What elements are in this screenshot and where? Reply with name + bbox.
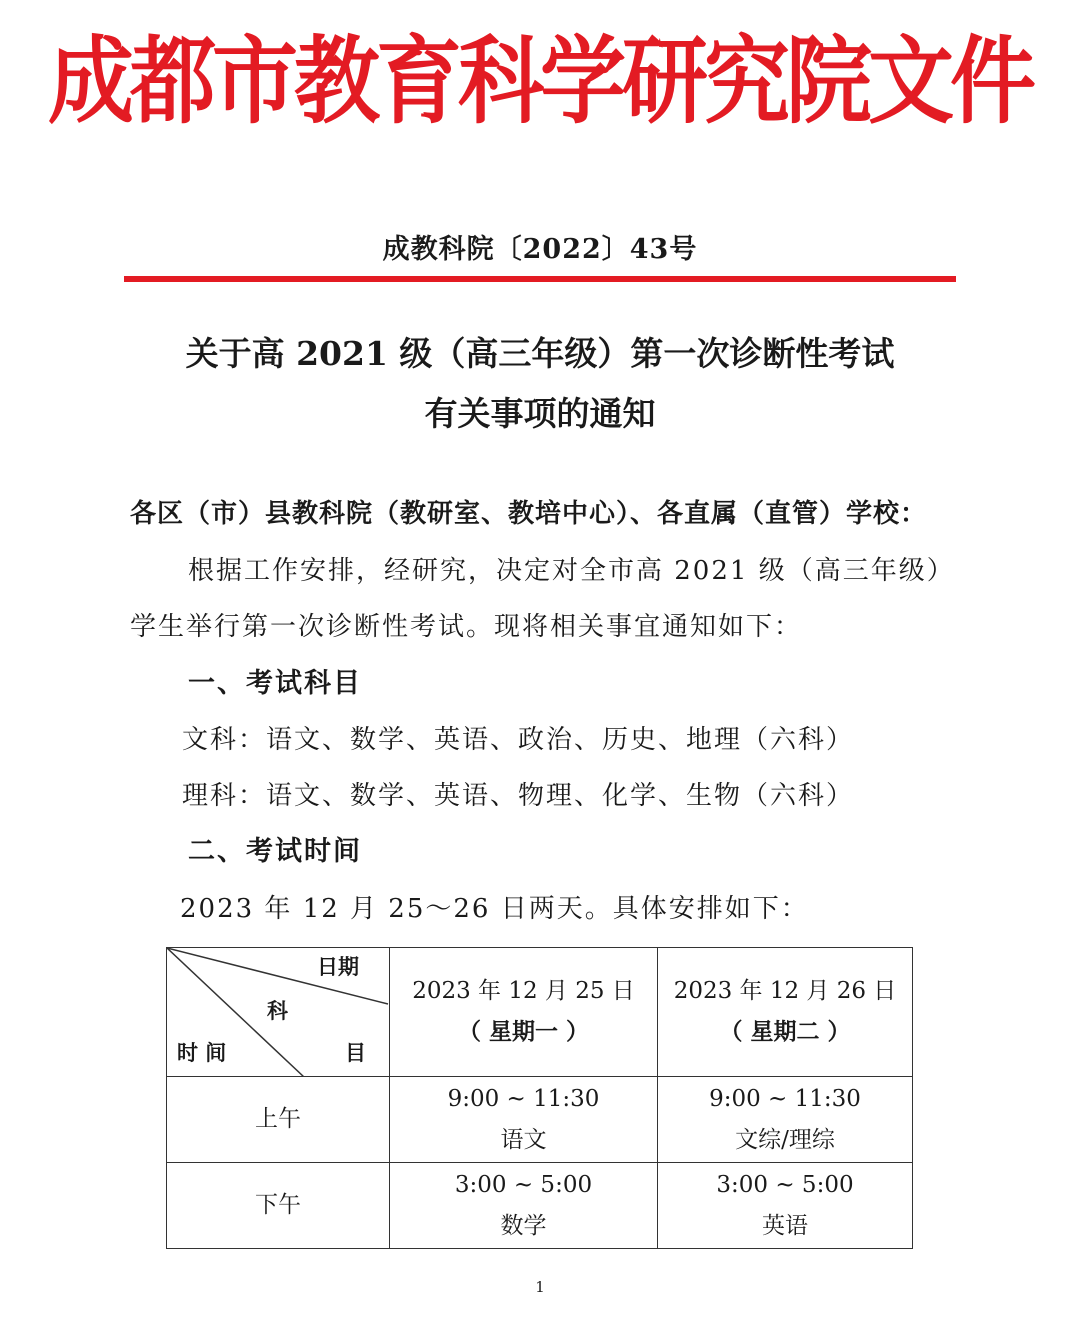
table-header-row: [167, 948, 913, 1077]
corner-label-subject-top: 科: [267, 999, 288, 1023]
column-weekday-day-1: （ 星期一 ）: [457, 1019, 589, 1045]
period-afternoon: 下午: [167, 1163, 390, 1249]
section-1-heading: 一、考试科目: [188, 668, 362, 699]
schedule-cell: [658, 1077, 913, 1163]
document-masthead: 成都市教育科学研究院文件: [48, 27, 1032, 137]
section-2-heading: 二、考试时间: [188, 836, 362, 867]
column-weekday-day-2: （ 星期二 ）: [719, 1019, 851, 1045]
column-header-day-1: [390, 948, 658, 1077]
cell-subject: 数学: [500, 1212, 547, 1239]
notice-title-line-2: 有关事项的通知: [424, 394, 656, 433]
intro-line-2: 学生举行第一次诊断性考试。现将相关事宜通知如下：: [130, 612, 803, 642]
diagonal-header-cell: [167, 948, 390, 1077]
column-header-day-2: [658, 948, 913, 1077]
cell-subject: 英语: [762, 1212, 808, 1239]
table-row: [167, 1077, 913, 1163]
cell-time: 9:00 ~ 11:30: [709, 1085, 861, 1112]
column-date-day-2: 2023 年 12 月 26 日: [673, 978, 897, 1004]
schedule-cell: [658, 1163, 913, 1249]
exam-date-text: 2023 年 12 月 25～26 日两天。具体安排如下：: [180, 894, 809, 924]
science-subjects: 理科：语文、数学、英语、物理、化学、生物（六科）: [182, 781, 855, 811]
intro-line-1: 根据工作安排，经研究，决定对全市高 2021 级（高三年级）: [188, 556, 955, 586]
red-divider-line: [124, 276, 956, 282]
period-morning: 上午: [167, 1077, 390, 1163]
schedule-cell: [390, 1077, 658, 1163]
cell-time: 9:00 ~ 11:30: [447, 1085, 600, 1112]
document-number: 成教科院〔2022〕43号: [382, 234, 698, 265]
cell-subject: 文综/理综: [735, 1126, 835, 1153]
cell-time: 3:00 ~ 5:00: [454, 1171, 593, 1198]
liberal-arts-subjects: 文科：语文、数学、英语、政治、历史、地理（六科）: [182, 725, 855, 755]
schedule-cell: [390, 1163, 658, 1249]
table-row: [167, 1163, 913, 1249]
notice-title-line-1: 关于高 2021 级（高三年级）第一次诊断性考试: [185, 334, 895, 373]
exam-schedule-table: [166, 947, 913, 1249]
corner-label-time: 时 间: [177, 1041, 227, 1065]
column-date-day-1: 2023 年 12 月 25 日: [412, 978, 635, 1004]
page-number: 1: [535, 1278, 545, 1296]
cell-time: 3:00 ~ 5:00: [716, 1171, 854, 1198]
corner-label-date: 日期: [317, 955, 359, 979]
corner-label-subject-bottom: 目: [345, 1041, 366, 1065]
salutation: 各区（市）县教科院（教研室、教培中心）、各直属（直管）学校：: [130, 499, 928, 529]
cell-subject: 语文: [500, 1126, 547, 1153]
